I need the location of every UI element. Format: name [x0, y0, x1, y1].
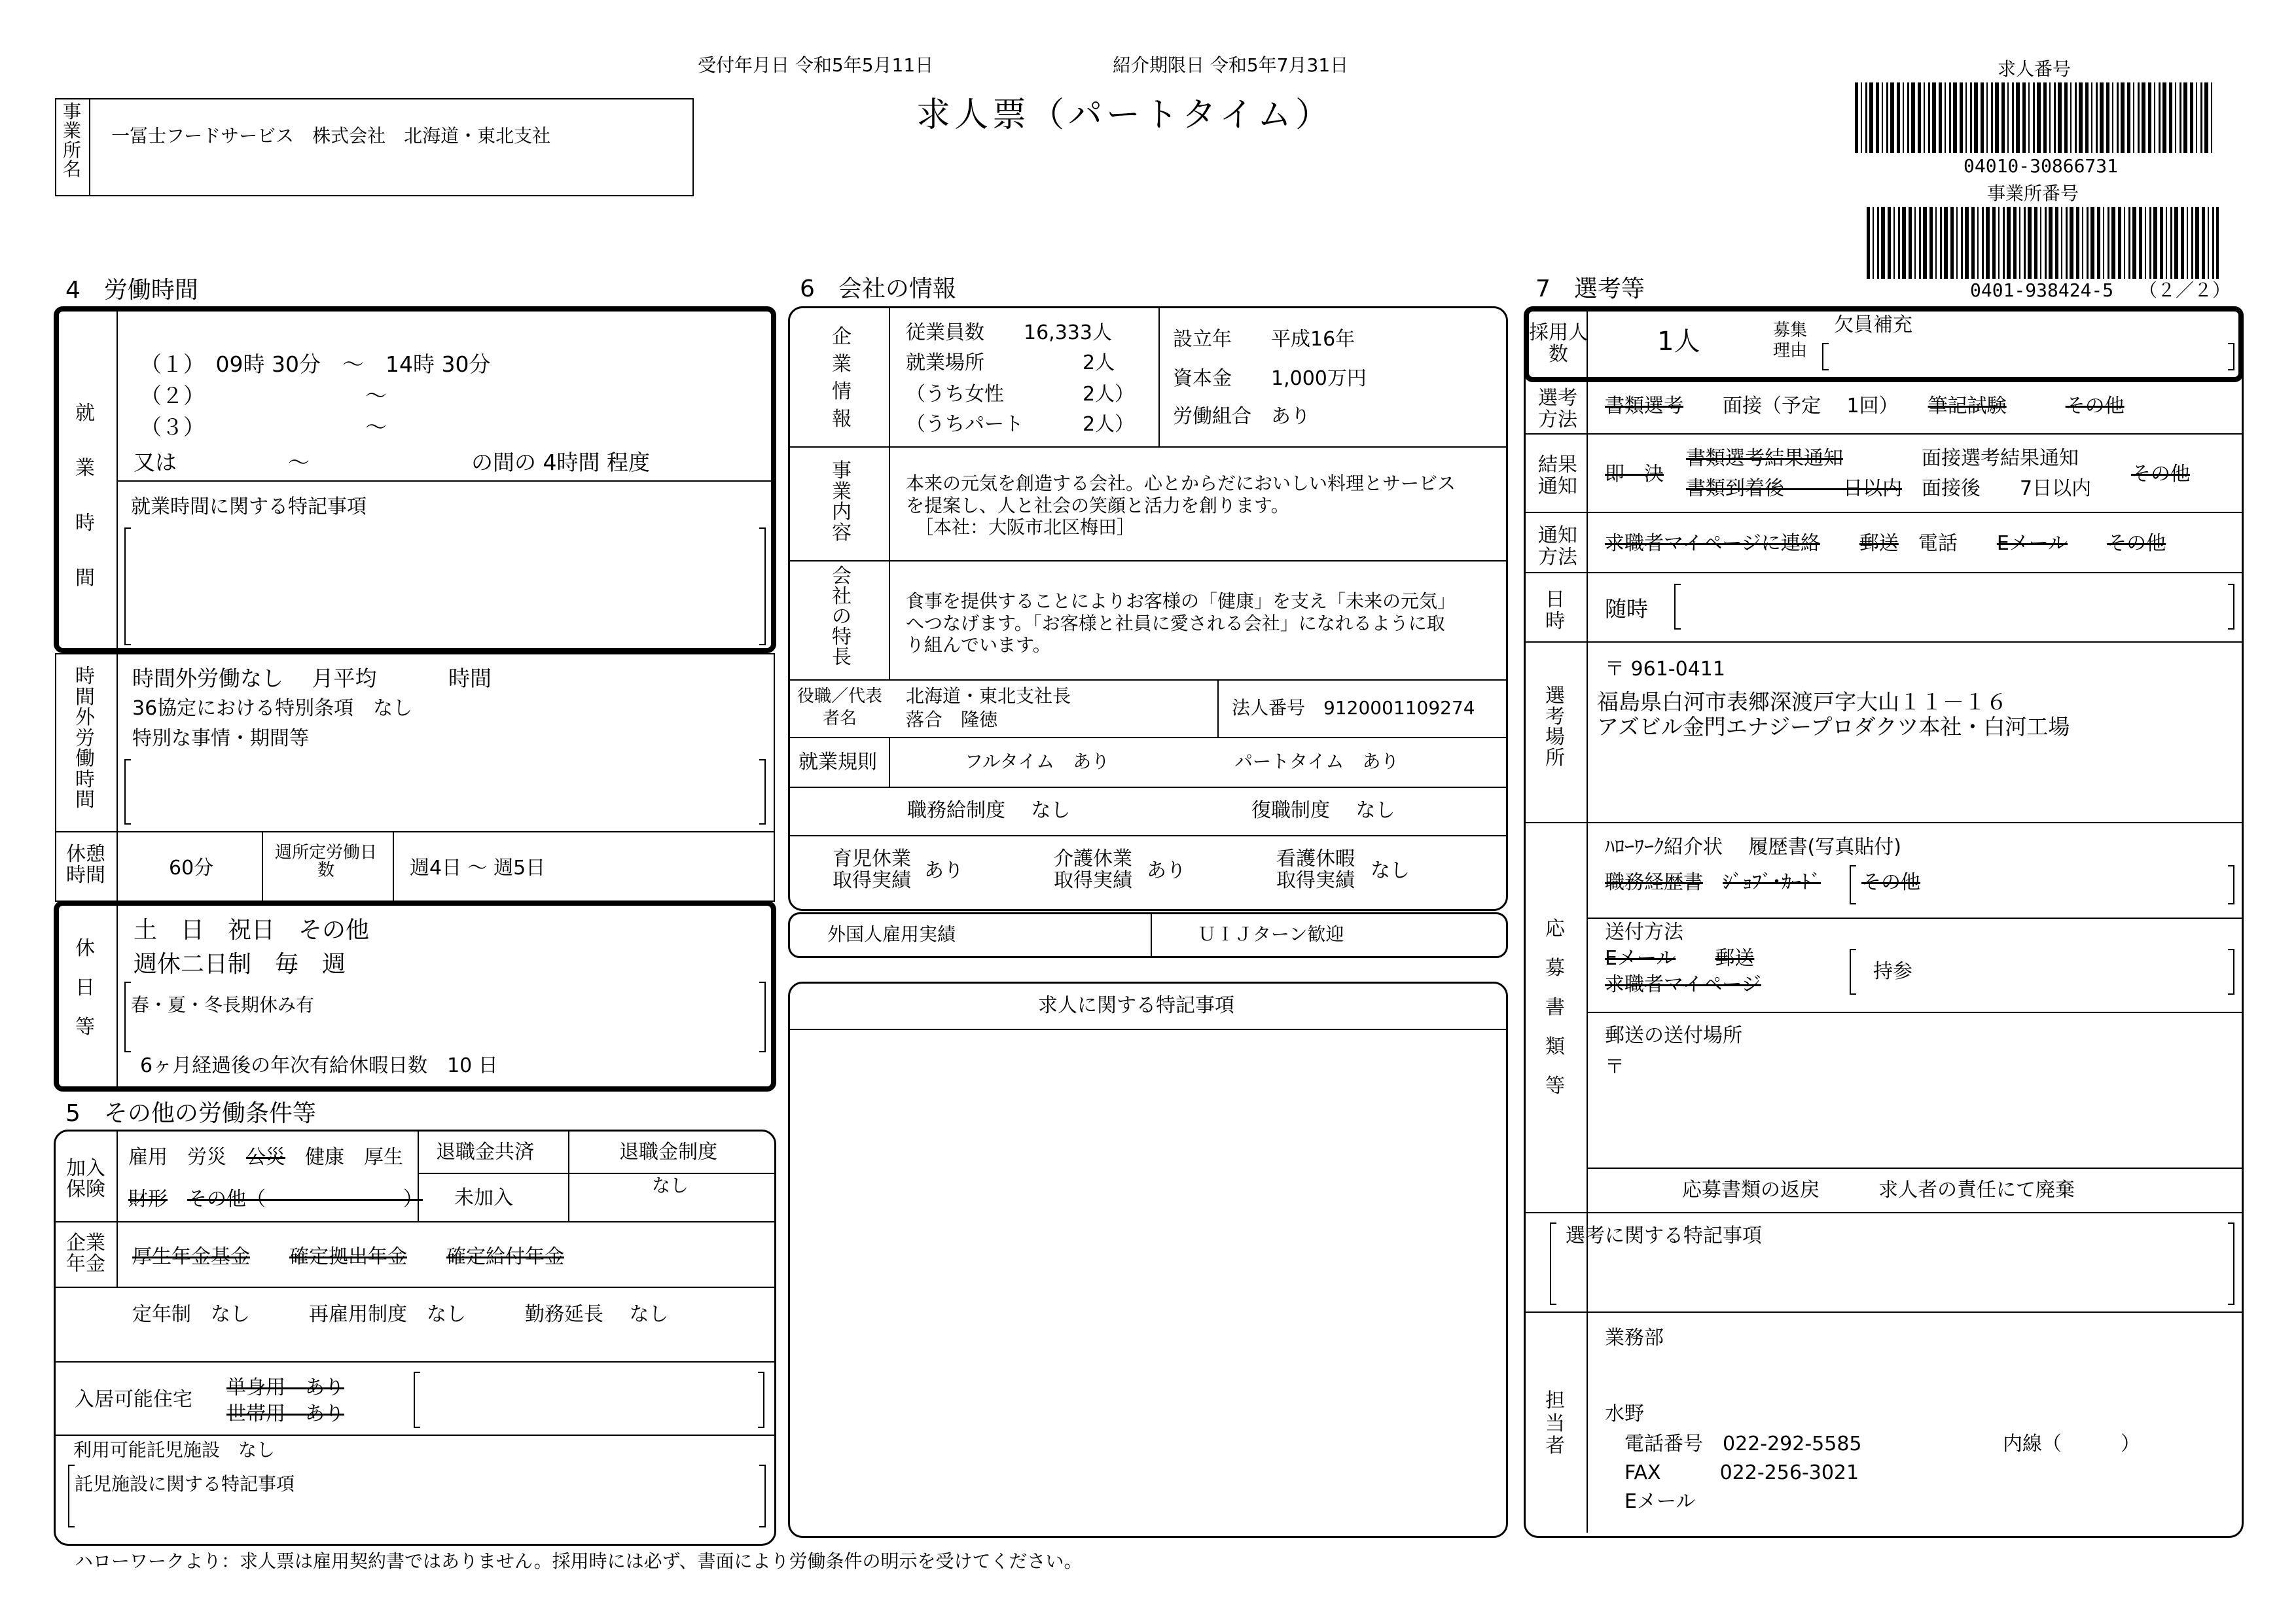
housing-label: 入居可能住宅: [75, 1388, 192, 1411]
method-options: 書類選考 面接（予定 1回） 筆記試験 その他: [1605, 395, 2125, 418]
or-line-a: 又は: [134, 450, 177, 475]
fax: FAX 022-256-3021: [1624, 1461, 1859, 1484]
retire-system-label: 退職金制度: [619, 1141, 717, 1164]
retire-mutual: 未加入: [454, 1186, 513, 1209]
special-circumstances: 特別な事情・期間等: [132, 727, 309, 750]
holidays: 土 日 祝日 その他: [134, 917, 370, 944]
method-label: 選考方法: [1538, 387, 1577, 431]
weekly-days-label: 週所定労働日数: [274, 843, 377, 881]
docs-4: その他: [1861, 871, 1920, 894]
mail-postal: 〒: [1605, 1056, 1624, 1079]
childcare: 利用可能託児施設 なし: [73, 1439, 276, 1461]
office-name-label: 事業所名: [62, 101, 81, 181]
rep-title: 北海道・東北支社長: [906, 685, 1071, 707]
office-name: 一冨士フードサービス 株式会社 北海道・東北支社: [111, 125, 551, 147]
childcare-note: 託児施設に関する特記事項: [75, 1473, 295, 1495]
sec7-title: 7 選考等: [1535, 276, 1645, 302]
job-notes-label: 求人に関する特記事項: [1038, 994, 1234, 1017]
rep-name: 落合 隆徳: [906, 709, 998, 730]
insurance-b: 財形 その他（ ）: [128, 1188, 423, 1211]
childcare-leave-label: 育児休業取得実績: [833, 847, 911, 892]
job-pay-system: 職務給制度 なし: [907, 799, 1071, 822]
job-notes-block: [788, 982, 1508, 1538]
place-label: 選考場所: [1545, 685, 1565, 770]
office-number-label: 事業所番号: [1987, 183, 2079, 204]
result-interview-notice: 面接選考結果通知: [1922, 447, 2079, 470]
insurance-a: 雇用 労災 公災 健康 厚生: [128, 1146, 403, 1169]
email: Eメール: [1624, 1490, 1696, 1513]
work-hours-label: 就業時間: [75, 402, 95, 590]
job-number-barcode: [1855, 82, 2212, 153]
extension: 内線（ ）: [2003, 1433, 2140, 1455]
address-2: アズビル金門エナジープロダクツ本社・白河工場: [1597, 714, 2070, 740]
hires: 1人: [1657, 327, 1700, 357]
employees: 従業員数 16,333人: [906, 321, 1112, 344]
paid-leave: 6ヶ月経過後の年次有給休暇日数 10 日: [140, 1054, 498, 1077]
corp-number: 法人番号 9120001109274: [1232, 697, 1475, 719]
overtime-label: 時間外労働時間: [75, 665, 95, 812]
overtime: 時間外労働なし 月平均 時間: [132, 666, 492, 691]
holiday-note: 春・夏・冬長期休み有: [131, 994, 315, 1016]
part-count: （うちパート 2人）: [906, 413, 1135, 436]
select-notes: 選考に関する特記事項: [1566, 1224, 1762, 1247]
job-number: 04010-30866731: [1964, 155, 2119, 177]
reason: 欠員補充: [1834, 313, 1912, 336]
break-value: 60分: [169, 857, 214, 880]
send-a: Eメール 郵送: [1605, 947, 1755, 970]
pension-options: 厚生年金基金 確定拠出年金 確定給付年金: [132, 1245, 564, 1268]
footer-note: ハローワークより：求人票は雇用契約書ではありません。採用時には必ず、書面により労働条件の明示を受けてください。: [75, 1550, 1083, 1572]
retire-system: なし: [652, 1175, 689, 1196]
feature-label: 会社の特長: [832, 565, 852, 669]
job-number-label: 求人番号: [1998, 58, 2072, 80]
nursing-leave-label: 介護休業取得実績: [1054, 847, 1132, 892]
office-number: 0401-938424-5: [1970, 279, 2114, 301]
result-docs-notice: 書類選考結果通知: [1686, 447, 1843, 470]
office-name-box: [55, 98, 694, 196]
feature: 食事を提供することによりお客様の「健康」を支え「未来の元気」 へつなげます。「お客様と社員に愛される会社」になれるように取 り組んでいます。: [906, 590, 1456, 656]
send-d: 持参: [1873, 960, 1912, 983]
referral-deadline: 紹介期限日 令和5年7月31日: [1113, 54, 1349, 76]
break-label: 休憩時間: [66, 843, 105, 887]
date-label: 日時: [1545, 588, 1565, 633]
hires-label: 採用人数: [1529, 321, 1588, 366]
work-hours-note-label: 就業時間に関する特記事項: [131, 495, 367, 518]
date: 随時: [1605, 596, 1648, 622]
reception-date: 受付年月日 令和5年5月11日: [698, 54, 934, 76]
retirement: 定年制 なし 再雇用制度 なし 勤務延長 なし: [132, 1303, 669, 1326]
special-36: 36協定における特別条項 なし: [132, 697, 413, 720]
foreign-employment: 外国人雇用実績: [827, 923, 956, 945]
result-interview-days: 面接後 7日以内: [1922, 477, 2092, 500]
or-line-b: の間の 4時間 程度: [471, 450, 650, 475]
result-other: その他: [2131, 463, 2190, 486]
founded: 設立年 平成16年: [1173, 328, 1355, 351]
person: 水野: [1605, 1402, 1644, 1425]
result-label: 結果通知: [1538, 454, 1577, 498]
reason-label: 募集理由: [1772, 321, 1807, 361]
business: 本来の元気を創造する会社。心とからだにおいしい料理とサービス を提案し、人と社会の笑顔と活力を創ります。 ［本社：大阪市北区梅田］: [906, 473, 1456, 539]
capital: 資本金 1,000万円: [1173, 367, 1367, 390]
sec5-title: 5 その他の労働条件等: [65, 1100, 316, 1127]
send-label: 送付方法: [1605, 921, 1683, 944]
care-leave-label: 看護休暇取得実績: [1276, 847, 1355, 892]
housing-single: 単身用 あり: [226, 1376, 344, 1399]
or-line-tilde: ～: [288, 450, 310, 475]
housing-family: 世帯用 あり: [226, 1402, 344, 1425]
mail-place: 郵送の送付場所: [1605, 1024, 1742, 1047]
office-number-barcode: [1867, 207, 2219, 279]
business-label: 事業内容: [832, 459, 852, 544]
rep-label: 役職／代表者名: [797, 687, 882, 728]
docs-label: 応募書類等: [1545, 918, 1565, 1097]
union: 労働組合 あり: [1173, 405, 1310, 428]
page-title: 求人票（パートタイム）: [916, 96, 1333, 135]
docs-2: 職務経歴書 ｼﾞｮﾌﾞ･ｶｰﾄﾞ: [1605, 871, 1821, 894]
page-indicator: （２／２）: [2139, 279, 2231, 301]
notify-options: 求職者マイページに連絡 郵送 電話 Eメール その他: [1605, 532, 2166, 555]
result-immediate: 即 決: [1605, 463, 1664, 486]
care-leave: なし: [1371, 859, 1410, 882]
women-count: （うち女性 2人）: [906, 383, 1135, 406]
two-day-system: 週休二日制 毎 週: [134, 951, 346, 978]
workplace-count: 就業場所 2人: [906, 351, 1115, 374]
uij-turn: ＵＩＪターン歓迎: [1198, 923, 1344, 945]
contact-label: 担当者: [1545, 1389, 1565, 1457]
send-c: 求職者マイページ: [1605, 973, 1761, 996]
holiday-label: 休日等: [75, 937, 95, 1039]
shift-1: （１） 09時 30分 ～ 14時 30分: [140, 351, 491, 377]
rules-part: パートタイム あり: [1234, 751, 1399, 772]
postal: 〒 961-0411: [1605, 658, 1725, 681]
insurance-label: 加入保険: [66, 1157, 105, 1201]
return: 応募書類の返戻 求人者の責任にて廃棄: [1682, 1179, 2075, 1202]
shift-3-tilde: ～: [365, 414, 387, 440]
corp-info-label: 企業情報: [832, 325, 852, 431]
result-docs-days: 書類到着後 日以内: [1686, 477, 1902, 500]
phone: 電話番号 022-292-5585: [1624, 1433, 1862, 1455]
rules-label: 就業規則: [798, 751, 877, 774]
nursing-leave: あり: [1147, 859, 1186, 882]
rules-full: フルタイム あり: [965, 751, 1110, 772]
shift-3: （３）: [140, 414, 205, 440]
shift-2-tilde: ～: [365, 383, 387, 408]
sec6-title: 6 会社の情報: [800, 276, 956, 302]
shift-2: （２）: [140, 383, 205, 408]
dept: 業務部: [1605, 1327, 1664, 1349]
retire-mutual-label: 退職金共済: [436, 1141, 534, 1164]
docs-1: ﾊﾛｰﾜｰｸ紹介状 履歴書(写真貼付): [1605, 836, 1901, 859]
sec4-title: 4 労働時間: [65, 277, 198, 304]
weekly-days: 週4日 ～ 週5日: [410, 857, 546, 880]
childcare-leave: あり: [924, 859, 963, 882]
pension-label: 企業年金: [66, 1232, 105, 1275]
address-1: 福島県白河市表郷深渡戸字大山１１－１６: [1597, 689, 2007, 715]
notify-label: 通知方法: [1538, 524, 1577, 569]
reinstatement-system: 復職制度 なし: [1251, 799, 1395, 822]
